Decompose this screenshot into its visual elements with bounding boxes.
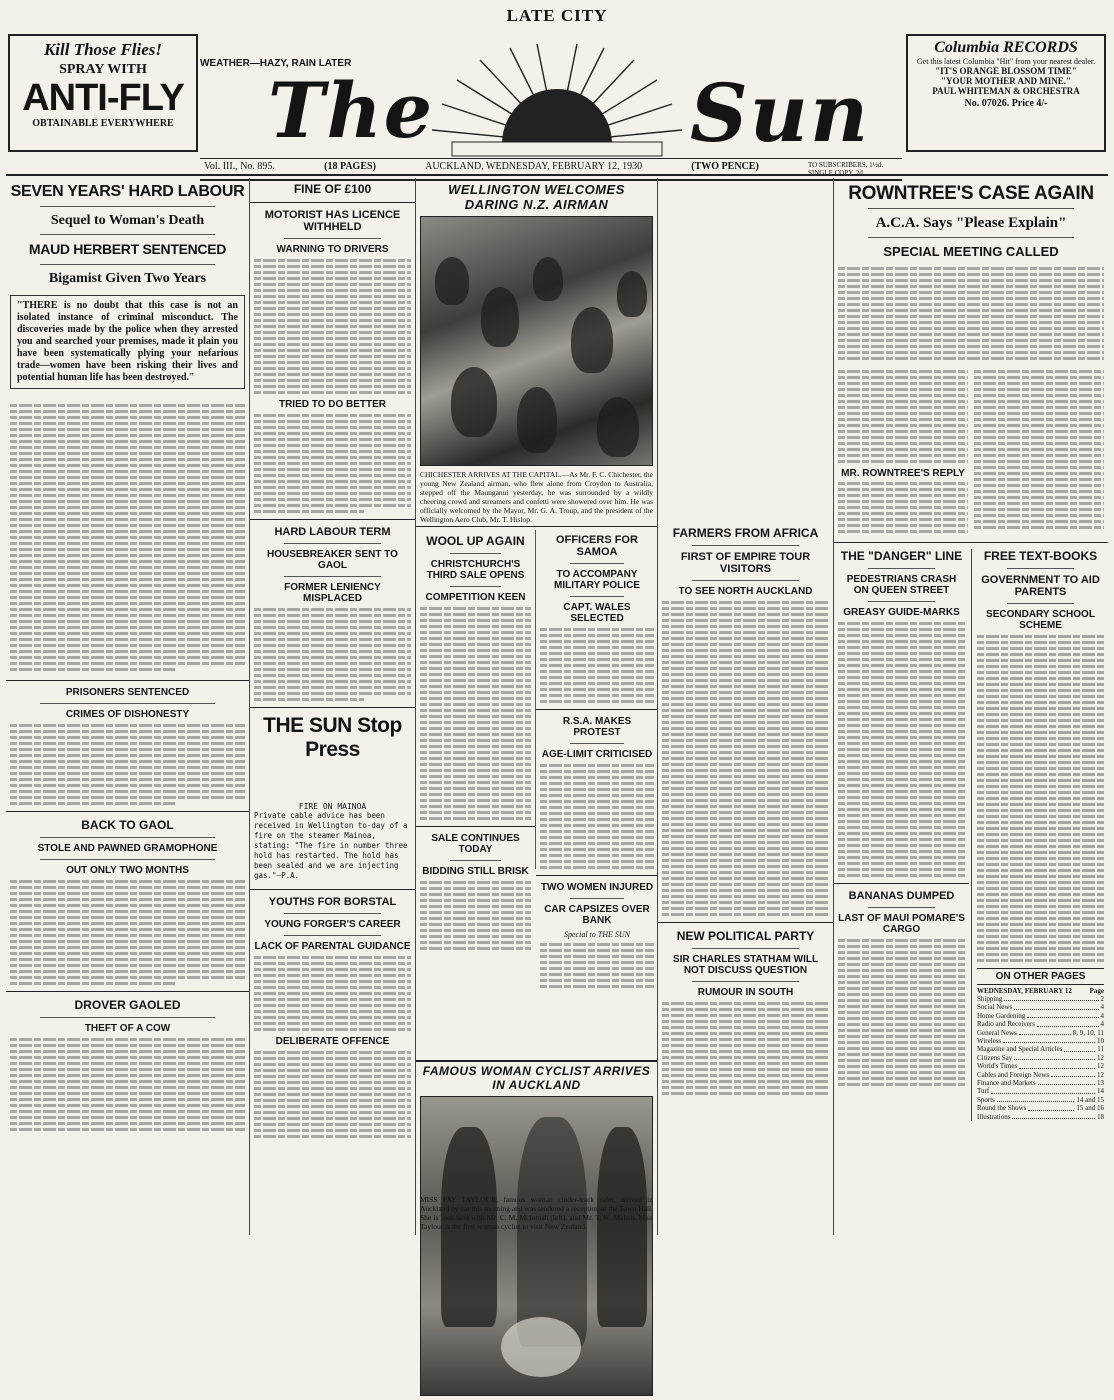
index-row-label: Cables and Foreign News	[977, 1070, 1050, 1079]
pull-quote: "THERE is no doubt that this case is not an isolated instance of criminal misconduct. The discoveries made by the police when they arrested you and searched your premises, made it plain you have been systematically plying your nefarious trade—women have been risking their lives and potential human life has been destroyed."	[10, 295, 245, 389]
index-row	[977, 995, 1104, 1003]
headline-rowntree: ROWNTREE'S CASE AGAIN	[848, 183, 1094, 204]
subhead-sequel: Sequel to Woman's Death	[50, 213, 205, 228]
index-row-label: Finance and Markets	[977, 1079, 1036, 1088]
index-row-label: Home Gardening	[977, 1011, 1026, 1020]
weather-forecast: WEATHER—HAZY, RAIN LATER	[200, 58, 352, 69]
index-page-header: Page	[1089, 987, 1104, 995]
headline-tried-to-do-better: TRIED TO DO BETTER	[278, 399, 387, 410]
index-row	[977, 1113, 1104, 1121]
index-row	[977, 1037, 1104, 1045]
headline-north-auckland: TO SEE NORTH AUCKLAND	[678, 586, 813, 597]
index-row-label: Social News	[977, 1003, 1013, 1012]
headline-out-two-months: OUT ONLY TWO MONTHS	[66, 865, 189, 876]
index-row-label: Turf	[977, 1087, 990, 1096]
headline-seven-years: SEVEN YEARS' HARD LABOUR	[10, 183, 245, 200]
advert-record-price: Price 4/-	[1011, 98, 1048, 109]
column-five	[834, 178, 1108, 1235]
headline-two-women-injured: TWO WOMEN INJURED	[540, 882, 654, 893]
headline-capt-wales: CAPT. WALES SELECTED	[563, 602, 631, 624]
index-row-page: 4	[1100, 1020, 1104, 1029]
headline-back-to-gaol: BACK TO GAOL	[81, 818, 174, 832]
index-row	[977, 1003, 1104, 1011]
edition-label: LATE CITY	[506, 6, 608, 25]
headline-new-political-party: NEW POLITICAL PARTY	[676, 929, 815, 943]
columbia-records-advert	[906, 34, 1106, 152]
cover-price: (TWO PENCE)	[691, 161, 759, 172]
index-row-page: 15 and 16	[1076, 1104, 1104, 1113]
cyclist-feature	[420, 1064, 653, 1400]
index-row-label: General News	[977, 1028, 1017, 1037]
index-row	[977, 1054, 1104, 1062]
index-row	[977, 1104, 1104, 1112]
page-count: (18 PAGES)	[324, 161, 376, 172]
index-row	[977, 1020, 1104, 1028]
index-row-page: 2	[1100, 995, 1104, 1003]
article-body-herbert	[10, 397, 245, 674]
index-row-page: 12	[1097, 1053, 1104, 1062]
headline-housebreaker: HOUSEBREAKER SENT TO GAOL	[267, 549, 398, 571]
photo-banner-cyclist: FAMOUS WOMAN CYCLIST ARRIVES IN AUCKLAND	[422, 1064, 651, 1092]
index-row-page: 10	[1097, 1037, 1104, 1046]
index-date: WEDNESDAY, FEBRUARY 12	[977, 987, 1072, 995]
index-row-page: 13	[1097, 1079, 1104, 1088]
headline-pedestrians-crash: PEDESTRIANS CRASH ON QUEEN STREET	[846, 574, 957, 596]
headline-rumour-south: RUMOUR IN SOUTH	[697, 987, 794, 998]
headline-drover-gaoled: DROVER GAOLED	[74, 998, 181, 1012]
headline-christchurch-sale: CHRISTCHURCH'S THIRD SALE OPENS	[426, 559, 525, 581]
index-row-label: Round the Shows	[977, 1104, 1027, 1113]
headline-hard-labour-term: HARD LABOUR TERM	[274, 526, 391, 538]
subhead-please-explain: A.C.A. Says "Please Explain"	[875, 215, 1067, 231]
headline-prisoners-sentenced: PRISONERS SENTENCED	[65, 687, 190, 698]
headline-bidding-brisk: BIDDING STILL BRISK	[422, 866, 529, 877]
index-row-label: Shipping	[977, 995, 1003, 1003]
index-row	[977, 1071, 1104, 1079]
headline-rsa-protest: R.S.A. MAKES PROTEST	[562, 716, 632, 738]
headline-deliberate-offence-two: DELIBERATE OFFENCE	[275, 1036, 390, 1047]
headline-sale-continues: SALE CONTINUES TODAY	[431, 833, 520, 855]
index-row-page: 12	[1097, 1070, 1104, 1079]
index-row	[977, 1096, 1104, 1104]
masthead-title-right: Sun	[690, 66, 871, 160]
headline-statham: SIR CHARLES STATHAM WILL NOT DISCUSS QUESTION	[672, 954, 819, 976]
index-row-page: 12	[1097, 1062, 1104, 1071]
anti-fly-advert	[8, 34, 198, 152]
index-row	[977, 1029, 1104, 1037]
headline-bananas-dumped: BANANAS DUMPED	[848, 890, 955, 902]
index-row-page: 14 and 15	[1076, 1095, 1104, 1104]
index-row-label: Sports	[977, 1095, 995, 1104]
advert-artist: PAUL WHITEMAN & ORCHESTRA	[932, 86, 1080, 96]
headline-theft-of-cow: THEFT OF A COW	[84, 1023, 171, 1034]
subhead-special-meeting: SPECIAL MEETING CALLED	[883, 244, 1059, 259]
place-and-date: AUCKLAND, WEDNESDAY, FEBRUARY 12, 1930	[425, 161, 643, 172]
photo-caption-chichester: CHICHESTER ARRIVES AT THE CAPITAL.—As Mr. F. C. Chichester, the young New Zealand airman, who flew alone from Croydon to Australia, stepped off the Maunganui yesterday, he was surrounded by a wildly cheering crowd and streamers and confetti were showered over him. He was officially welcomed by the Mayor, Mr. G. A. Troup, and the president of the Wellington Aero Club, Mr. T. Hislop.	[420, 470, 653, 524]
byline-special: Special to THE SUN	[564, 930, 630, 939]
advert-spray-with: SPRAY WITH	[59, 62, 147, 77]
article-wool	[416, 530, 536, 877]
index-row-page: 8, 9, 10, 11	[1072, 1028, 1104, 1037]
advert-intro: Get this latest Columbia "Hit" from your nearest dealer.	[916, 57, 1096, 66]
rising-sun-emblem-icon	[432, 44, 682, 158]
headline-young-forger: YOUNG FORGER'S CAREER	[264, 919, 401, 930]
headline-competition-keen: COMPETITION KEEN	[425, 592, 526, 603]
subhead-bigamist: Bigamist Given Two Years	[48, 271, 207, 286]
headline-free-textbooks: FREE TEXT-BOOKS	[983, 549, 1098, 563]
headline-former-leniency: FORMER LENIENCY MISPLACED	[284, 582, 381, 604]
headline-youths-borstal: YOUTHS FOR BORSTAL	[268, 896, 397, 908]
advert-price	[912, 98, 1100, 109]
photo-banner-airman: WELLINGTON WELCOMES DARING N.Z. AIRMAN	[448, 182, 625, 212]
index-row-label: Wireless	[977, 1037, 1002, 1046]
photo-caption-taylour: MISS FAY TAYLOUR, famous woman cinder-track rider, arrived in Auckland by car this morning and was tendered a reception at the Town Hall. She is seen here with Mr. C. M. McIntosh (left), and Mr. T. W. Maben. Miss Taylour is the first woman cyclist to visit New Zealand.	[420, 1195, 653, 1231]
headline-rowntree-reply: MR. ROWNTREE'S REPLY	[841, 468, 965, 479]
headline-stole-gramophone: STOLE AND PAWNED GRAMOPHONE	[37, 843, 218, 854]
advert-brand: Columbia RECORDS	[934, 39, 1078, 56]
on-other-pages-index	[977, 968, 1104, 1121]
index-row	[977, 1079, 1104, 1087]
headline-secondary-scheme: SECONDARY SCHOOL SCHEME	[986, 609, 1095, 631]
index-row-page: 18	[1097, 1112, 1104, 1121]
index-title: ON OTHER PAGES	[977, 968, 1104, 985]
index-row-page: 4	[1100, 1003, 1104, 1012]
advert-song-two: "YOUR MOTHER AND MINE."	[941, 76, 1071, 86]
index-row-label: Magazine and Special Articles	[977, 1045, 1063, 1054]
headline-pomare-cargo: LAST OF MAUI POMARE'S CARGO	[838, 913, 965, 935]
index-row-page: 14	[1097, 1087, 1104, 1096]
index-list	[977, 995, 1104, 1121]
headline-officers-samoa: OFFICERS FOR SAMOA	[556, 534, 638, 558]
advert-product-name: ANTI-FLY	[22, 77, 184, 119]
stop-press-fire-text: Private cable advice has been received in Wellington to-day of a fire on the steamer Mainoa, stating: "The fire in number three hold has restarted. The hold has been sealed and we are injecting gas."—P.A.	[254, 811, 408, 880]
photo-fay-taylour	[420, 1096, 653, 1396]
headline-lack-guidance: LACK OF PARENTAL GUIDANCE	[254, 941, 411, 952]
index-row-label: Citizens Say	[977, 1053, 1013, 1062]
stop-press-fire-heading: FIRE ON MAINOA	[298, 802, 367, 811]
column-four	[658, 178, 834, 1235]
headline-government-aid: GOVERNMENT TO AID PARENTS	[981, 574, 1100, 598]
column-three	[416, 178, 658, 1235]
masthead-title-left: The	[268, 66, 435, 155]
headline-fine: FINE OF £100	[293, 182, 372, 196]
article-samoa	[536, 530, 658, 939]
stop-press-heading: THE SUN Stop Press	[263, 714, 402, 761]
headline-maud-herbert: MAUD HERBERT SENTENCED	[28, 241, 227, 257]
headline-greasy-marks: GREASY GUIDE-MARKS	[843, 607, 960, 618]
index-row-label: Radio and Receivers	[977, 1020, 1035, 1029]
column-two	[250, 178, 416, 1235]
index-row	[977, 1012, 1104, 1020]
headline-crimes-dishonesty: CRIMES OF DISHONESTY	[65, 709, 190, 720]
index-row-label: World's Times	[977, 1062, 1018, 1071]
headline-farmers-africa: FARMERS FROM AFRICA	[672, 526, 819, 540]
advert-tagline: Kill Those Flies!	[43, 40, 163, 59]
advert-record-number: No. 07026.	[964, 98, 1010, 109]
index-row-page: 11	[1097, 1045, 1104, 1054]
volume-number: Vol. III., No. 895.	[204, 161, 275, 172]
headline-age-limit: AGE-LIMIT CRITICISED	[541, 749, 653, 760]
headline-car-capsizes: CAR CAPSIZES OVER BANK	[544, 904, 650, 926]
advert-availability: OBTAINABLE EVERYWHERE	[32, 118, 174, 129]
headline-wool-up: WOOL UP AGAIN	[426, 534, 525, 548]
headline-accompany-police: TO ACCOMPANY MILITARY POLICE	[554, 569, 640, 591]
index-row	[977, 1087, 1104, 1095]
headline-empire-tour: FIRST OF EMPIRE TOUR VISITORS	[680, 551, 811, 575]
subscriber-price: TO SUBSCRIBERS, 1½d. SINGLE COPY, 2d.	[807, 161, 884, 177]
photo-chichester-arrival	[420, 216, 653, 466]
index-row	[977, 1062, 1104, 1070]
index-row-label: Illustrations	[977, 1112, 1011, 1121]
index-row	[977, 1045, 1104, 1053]
column-one	[6, 178, 250, 1235]
advert-song-one: "IT'S ORANGE BLOSSOM TIME"	[935, 66, 1077, 76]
headline-warning-drivers: WARNING TO DRIVERS	[276, 244, 389, 255]
masthead-rule	[6, 174, 1108, 176]
headline-danger-line: THE "DANGER" LINE	[840, 549, 963, 563]
headline-motorist-licence: MOTORIST HAS LICENCE WITHHELD	[264, 209, 401, 233]
index-row-page: 4	[1100, 1011, 1104, 1020]
